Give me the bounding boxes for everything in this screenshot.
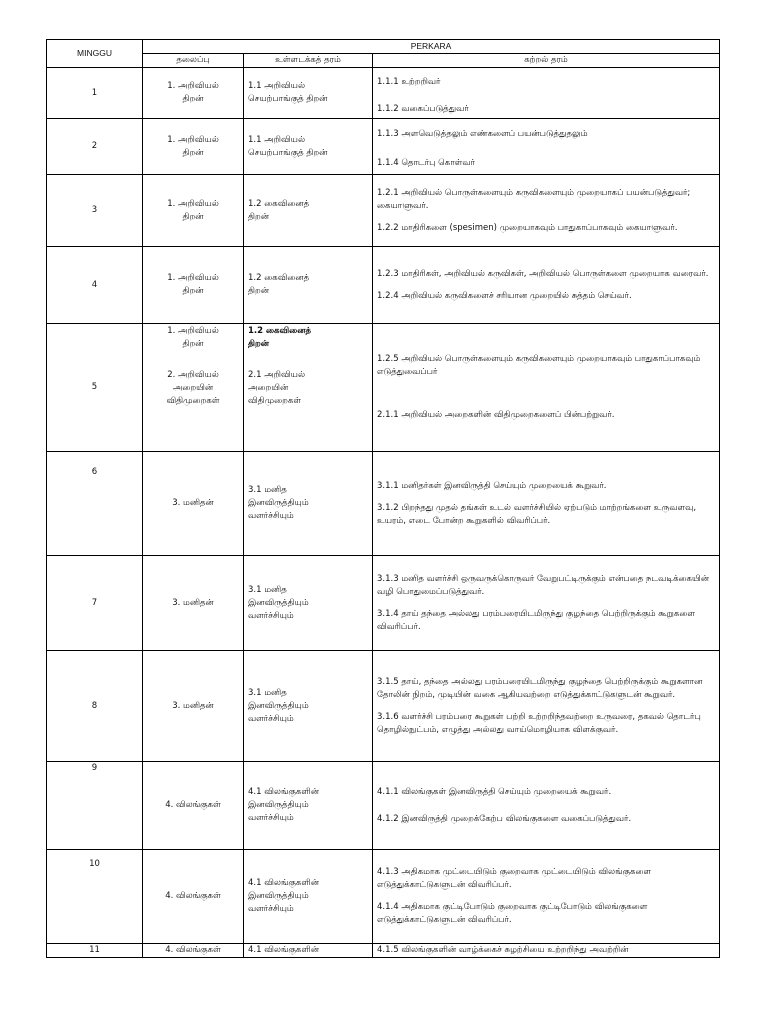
topic-cell	[143, 68, 244, 119]
topic-line: விதிமுறைகள்	[166, 396, 220, 406]
standard-line: வளர்ச்சியும்	[248, 713, 294, 724]
learning-cell	[373, 68, 720, 119]
topic-line: 1. அறிவியல்	[167, 273, 219, 283]
standard-cell	[244, 850, 373, 944]
standard-cell	[244, 119, 373, 175]
learning-cell	[373, 247, 720, 324]
topic-line: 1. அறிவியல்	[167, 326, 219, 336]
learning-cell	[373, 452, 720, 556]
learning-item: 4.1.5 விலங்குகளின் வாழ்க்கைச் சுழற்சியை உற்றறிந்து அவற்றின்	[377, 945, 629, 955]
table-row	[47, 247, 720, 324]
learning-cell	[373, 762, 720, 850]
standard-line: இனவிருத்தியும்	[248, 891, 309, 901]
learning-cell	[373, 175, 720, 247]
subheader-row	[47, 54, 720, 68]
topic-cell	[143, 324, 244, 452]
week-cell: 9	[47, 762, 143, 850]
topic-cell	[143, 850, 244, 944]
topic-line: 1. அறிவியல்	[167, 81, 219, 91]
standard-line: திறன்	[248, 211, 269, 222]
topic-line: 3. மனிதன்	[172, 498, 214, 508]
learning-item: 1.2.3 மாதிரிகள், அறிவியல் கருவிகள், அறிவியல் பொருள்களை முறையாக வரைவர்.	[377, 268, 709, 279]
standard-kandungan-header: உள்ளடக்கத் தரம்	[244, 54, 373, 68]
standard-line: விதிமுறைகள்	[248, 396, 302, 406]
table-row	[47, 119, 720, 175]
standard-cell	[244, 324, 373, 452]
week-cell: 3	[47, 175, 143, 247]
topic-cell	[143, 452, 244, 556]
standard-cell	[244, 68, 373, 119]
learning-cell	[373, 556, 720, 651]
topic-line: திறன்	[182, 94, 204, 104]
learning-item: 1.1.1 உற்றறிவர்	[377, 77, 441, 87]
learning-item: 3.1.5 தாய், தந்தை அல்லது பரம்பரையிடமிருந்து குழந்தை பெற்றிருக்கும் கூறுகளான தோலின் நிறம், முடியின் வகை ஆகியவற்றை எடுத்துக்காட்டுகளுடன் கூறுவர்.	[377, 676, 703, 700]
header-row	[47, 40, 720, 54]
tajuk-header: தலைப்பு	[143, 54, 244, 68]
learning-cell	[373, 324, 720, 452]
topic-cell	[143, 247, 244, 324]
standard-line: வளர்ச்சியும்	[248, 511, 294, 521]
week-cell: 4	[47, 247, 143, 324]
standard-line: 2.1 அறிவியல்	[248, 370, 305, 380]
learning-cell	[373, 944, 720, 958]
standard-cell	[244, 247, 373, 324]
learning-item: 4.1.1 விலங்குகள் இனவிருத்தி செய்யும் முறையைக் கூறுவர்.	[377, 786, 612, 797]
learning-item: 3.1.3 மனித வளர்ச்சி ஒருவருக்கொருவர் வேறுபட்டிருக்கும் என்பதை நடவடிக்கையின் வழி பொதுமைப்படுத்துவர்.	[377, 573, 709, 597]
standard-cell	[244, 762, 373, 850]
table-row	[47, 175, 720, 247]
topic-line: திறன்	[182, 211, 204, 222]
topic-line: 4. விலங்குகள்	[165, 945, 221, 955]
week-cell: 5	[47, 324, 143, 452]
standard-cell	[244, 452, 373, 556]
topic-line: திறன்	[182, 147, 204, 158]
standard-line: செயற்பாங்குத் திறன்	[248, 94, 328, 104]
topic-line: 4. விலங்குகள்	[165, 800, 221, 810]
table-row	[47, 68, 720, 119]
standard-line: இனவிருத்தியும்	[248, 498, 309, 508]
learning-item: 2.1.1 அறிவியல் அறைகளின் விதிமுறைகளைப் பின்பற்றுவர்.	[377, 410, 615, 420]
topic-cell	[143, 944, 244, 958]
topic-cell	[143, 651, 244, 762]
standard-line: 3.1 மனித	[248, 687, 287, 698]
table-row	[47, 651, 720, 762]
standard-line: இனவிருத்தியும்	[248, 597, 309, 608]
table-row	[47, 944, 720, 958]
table-row	[47, 556, 720, 651]
standard-line: வளர்ச்சியும்	[248, 904, 294, 914]
standard-line: வளர்ச்சியும்	[248, 610, 294, 621]
standard-line: திறன்	[248, 339, 269, 349]
week-cell: 10	[47, 850, 143, 944]
topic-cell	[143, 119, 244, 175]
learning-item: 4.1.2 இனவிருத்தி முறைக்கேற்ப விலங்குகளை வகைப்படுத்துவர்.	[377, 813, 632, 824]
topic-line: திறன்	[182, 286, 204, 296]
standard-cell	[244, 651, 373, 762]
standard-line: இனவிருத்தியும்	[248, 800, 309, 810]
week-cell: 2	[47, 119, 143, 175]
learning-item: 1.2.5 அறிவியல் பொருள்களையும் கருவிகளையும் முறையாகவும் பாதுகாப்பாகவும் எடுத்துவைப்பர்	[377, 354, 701, 377]
standard-line: அறையின்	[248, 383, 289, 393]
standard-line: 3.1 மனித	[248, 584, 287, 595]
learning-cell	[373, 651, 720, 762]
topic-line: 4. விலங்குகள்	[165, 891, 221, 901]
week-cell: 6	[47, 452, 143, 556]
topic-cell	[143, 762, 244, 850]
learning-item: 4.1.3 அதிகமாக முட்டையிடும் குறைவாக முட்டையிடும் விலங்குகளை எடுத்துக்காட்டுகளுடன் விவரிப்பர்.	[377, 867, 652, 890]
week-cell: 1	[47, 68, 143, 119]
standard-cell	[244, 175, 373, 247]
learning-item: 1.2.1 அறிவியல் பொருள்களையும் கருவிகளையும் முறையாகப் பயன்படுத்துவர்; கையாளுவர்.	[377, 187, 691, 211]
topic-line: திறன்	[182, 339, 204, 349]
standard-line: 3.1 மனித	[248, 485, 287, 495]
standard-line: 1.2 கைவினைத்	[248, 198, 310, 209]
standard-line: 1.2 கைவினைத்	[248, 273, 310, 283]
week-cell: 7	[47, 556, 143, 651]
standard-line: வளர்ச்சியும்	[248, 813, 294, 823]
topic-cell	[143, 175, 244, 247]
week-cell: 11	[47, 944, 143, 958]
learning-item: 1.2.4 அறிவியல் கருவிகளைச் சரியான முறையில் சுத்தம் செய்வர்.	[377, 290, 632, 301]
table-row	[47, 850, 720, 944]
perkara-header: PERKARA	[143, 40, 720, 54]
topic-line: அறையின்	[172, 383, 214, 393]
learning-cell	[373, 850, 720, 944]
minggu-header: MINGGU	[47, 40, 143, 68]
learning-item: 1.1.3 அளவெடுத்தலும் எண்களைப் பயன்படுத்துதலும்	[377, 128, 588, 139]
standard-cell	[244, 944, 373, 958]
learning-item: 3.1.6 வளர்ச்சி பரம்பரை கூறுகள் பற்றி உற்றறிந்தவற்றை உருவரை, தகவல் தொடர்பு தொழில்நுட்பம், எழுத்து அல்லது வாய்மொழியாக விளக்குவர்.	[377, 711, 701, 735]
topic-line: 2. அறிவியல்	[167, 370, 219, 380]
standard-line: 1.1 அறிவியல்	[248, 134, 305, 145]
standard-line: 4.1 விலங்குகளின்	[248, 878, 319, 888]
standard-pembelajaran-header: கற்றல் தரம்	[373, 54, 720, 68]
standard-line: திறன்	[248, 286, 269, 296]
learning-item: 1.2.2 மாதிரிகளை (spesimen) முறையாகவும் பாதுகாப்பாகவும் கையாளுவர்.	[377, 222, 678, 233]
learning-item: 3.1.1 மனிதர்கள் இனவிருத்தி செய்யும் முறையைக் கூறுவர்.	[377, 480, 607, 491]
standard-line: செயற்பாங்குத் திறன்	[248, 147, 328, 158]
table-row	[47, 324, 720, 452]
learning-item: 4.1.4 அதிகமாக குட்டிபோடும் குறைவாக குட்டிபோடும் விலங்குகளை எடுத்துக்காட்டுகளுடன் விவரிப்பர்.	[377, 902, 648, 925]
learning-item: 3.1.4 தாய் தந்தை அல்லது பரம்பரையிடமிருந்து குழந்தை பெற்றிருக்கும் கூறுகளை விவரிப்பர்.	[377, 608, 696, 632]
learning-cell	[373, 119, 720, 175]
learning-item: 1.1.2 வகைப்படுத்துவர்	[377, 104, 469, 114]
standard-cell	[244, 556, 373, 651]
standard-line: இனவிருத்தியும்	[248, 700, 309, 711]
standard-line: 1.2 கைவினைத்	[248, 326, 311, 336]
topic-line: 3. மனிதன்	[172, 700, 214, 711]
learning-item: 1.1.4 தொடர்பு கொள்வர்	[377, 157, 475, 168]
standard-line: 1.1 அறிவியல்	[248, 81, 305, 91]
topic-cell	[143, 556, 244, 651]
table-row	[47, 452, 720, 556]
topic-line: 1. அறிவியல்	[167, 198, 219, 209]
week-cell: 8	[47, 651, 143, 762]
standard-line: 4.1 விலங்குகளின்	[248, 787, 319, 797]
topic-line: 3. மனிதன்	[172, 597, 214, 608]
learning-item: 3.1.2 பிறந்தது முதல் தங்கள் உடல் வளர்ச்சியில் ஏற்படும் மாற்றங்களை உருவளவு, உயரம், எடை போன்ற கூறுகளில் விவரிப்பர்.	[377, 502, 697, 526]
standard-line: 4.1 விலங்குகளின்	[248, 945, 319, 955]
scheme-of-work-table	[46, 39, 720, 958]
topic-line: 1. அறிவியல்	[167, 134, 219, 145]
table-row	[47, 762, 720, 850]
